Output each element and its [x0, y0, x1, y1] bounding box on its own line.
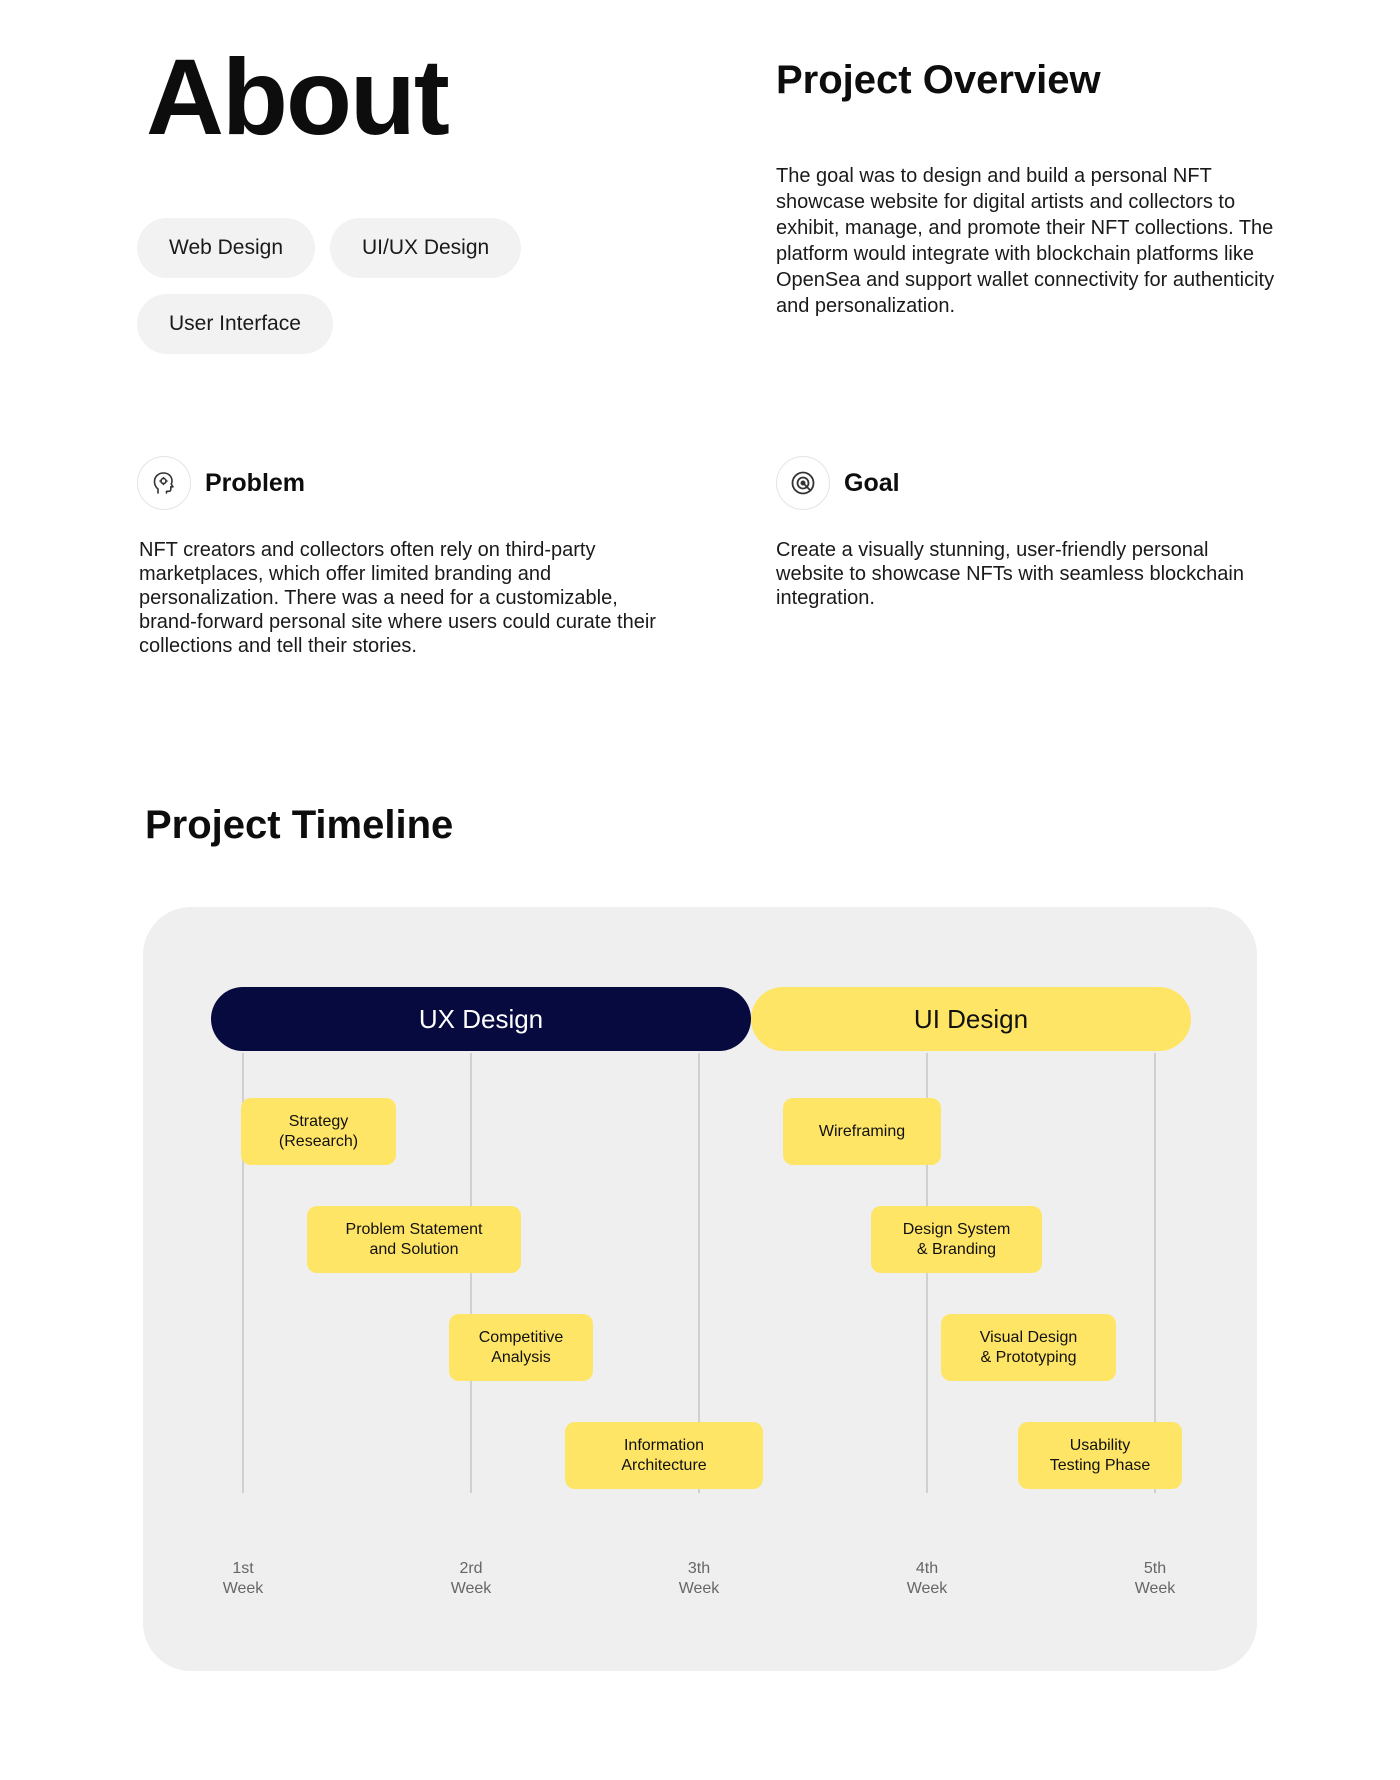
task-strategy-research: Strategy (Research)	[241, 1098, 396, 1165]
task-visual-design-prototyping: Visual Design & Prototyping	[941, 1314, 1116, 1381]
phase-ux-design: UX Design	[211, 987, 751, 1051]
goal-title: Goal	[844, 468, 900, 497]
problem-header	[137, 456, 305, 510]
week-2-label: 2rd Week	[450, 1560, 492, 1597]
timeline-panel	[143, 907, 1257, 1671]
target-icon	[776, 456, 830, 510]
task-design-system-branding: Design System & Branding	[871, 1206, 1042, 1273]
week-4-label: 4th Week	[906, 1560, 948, 1597]
goal-header	[776, 456, 900, 510]
overview-text: The goal was to design and build a personal NFT showcase website for digital artists and collectors to exhibit, manage, and promote their NFT collections. The platform would integrate with blockchain platforms like OpenSea and support wallet connectivity for authenticity and personalization.	[776, 165, 1275, 317]
tag-web-design[interactable]: Web Design	[137, 218, 315, 278]
week-3-label: 3th Week	[678, 1560, 720, 1597]
task-competitive-analysis: Competitive Analysis	[449, 1314, 593, 1381]
tag-ui-ux-design[interactable]: UI/UX Design	[330, 218, 521, 278]
task-problem-statement: Problem Statement and Solution	[307, 1206, 521, 1273]
phase-ui-design: UI Design	[751, 987, 1191, 1051]
week-1-label: 1st Week	[222, 1560, 264, 1597]
week-2-gridline	[470, 1053, 472, 1493]
overview-title: Project Overview	[776, 58, 1101, 102]
goal-text: Create a visually stunning, user-friendly personal website to showcase NFTs with seamless blockchain integration.	[776, 539, 1244, 609]
timeline-title: Project Timeline	[145, 803, 454, 847]
tag-user-interface[interactable]: User Interface	[137, 294, 333, 354]
problem-title: Problem	[205, 468, 306, 497]
problem-text: NFT creators and collectors often rely on third-party marketplaces, which offer limited branding and personalization. There was a need for a customizable, brand-forward personal site where users could curate their collections and tell their stories.	[139, 539, 656, 657]
about-title: About	[146, 36, 448, 157]
task-usability-testing: Usability Testing Phase	[1018, 1422, 1182, 1489]
head-idea-icon	[137, 456, 191, 510]
week-5-label: 5th Week	[1134, 1560, 1176, 1597]
task-wireframing: Wireframing	[783, 1098, 941, 1165]
task-information-architecture: Information Architecture	[565, 1422, 763, 1489]
